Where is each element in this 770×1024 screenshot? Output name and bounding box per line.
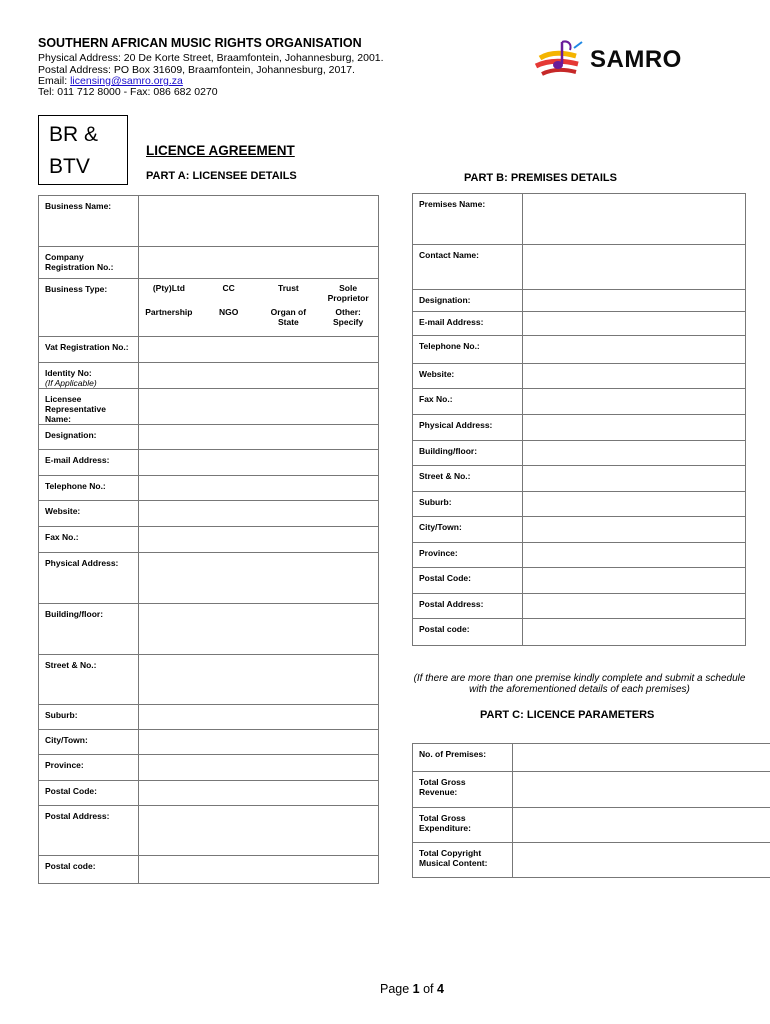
building-field[interactable] [139,604,379,655]
premises-postal-code2-field[interactable] [523,619,746,646]
label-street: Street & No.: [39,655,139,705]
premises-website-field[interactable] [523,364,746,389]
label-rep-name: Licensee Representative Name: [39,389,139,425]
page-current: 1 [412,982,420,996]
business-type-grid [139,279,378,333]
label-no-premises: No. of Premises: [413,744,513,772]
gross-expenditure-field[interactable] [513,808,770,843]
postal-code-field[interactable] [139,781,379,806]
identity-note: (If Applicable) [45,378,97,388]
label-premises-physical-address: Physical Address: [413,415,523,441]
label-premises-fax: Fax No.: [413,389,523,415]
identity-field[interactable] [139,363,379,389]
premises-designation-field[interactable] [523,290,746,312]
premises-name-field[interactable] [523,194,746,245]
label-premises-postal-code: Postal Code: [413,568,523,594]
part-a-table [38,195,379,884]
label-suburb: Suburb: [39,705,139,730]
label-business-name: Business Name: [39,196,139,247]
identity-label: Identity No: [45,368,92,378]
business-type-options [139,279,379,337]
form-code-line1: BR & [49,123,99,146]
label-fax: Fax No.: [39,527,139,553]
logo-text: SAMRO [590,46,682,73]
postal-address-field[interactable] [139,806,379,856]
premises-suburb-field[interactable] [523,492,746,517]
type-other-specify[interactable]: Other: Specify [333,307,364,327]
business-name-field[interactable] [139,196,379,247]
form-code-box [38,115,128,185]
musical-content-field[interactable] [513,843,770,878]
part-b-table [412,193,746,646]
label-business-type: Business Type: [39,279,139,337]
page-number [380,982,444,996]
form-code-line2: BTV [49,155,90,178]
samro-logo [532,34,712,86]
label-building: Building/floor: [39,604,139,655]
label-website: Website: [39,501,139,527]
label-company-reg: Company Registration No.: [39,247,139,279]
label-premises-email: E-mail Address: [413,312,523,336]
label-premises-postal-code2: Postal code: [413,619,523,646]
type-pty-ltd[interactable]: (Pty)Ltd [152,283,185,293]
premises-province-field[interactable] [523,543,746,568]
part-c-table [412,743,770,878]
label-identity [39,363,139,389]
premises-physical-address-field[interactable] [523,415,746,441]
suburb-field[interactable] [139,705,379,730]
page-prefix: Page [380,982,413,996]
premises-city-field[interactable] [523,517,746,543]
multiple-premises-note: (If there are more than one premise kindly complete and submit a schedule with the aforementioned details of each premises) [413,673,746,695]
email-field[interactable] [139,450,379,476]
label-physical-address: Physical Address: [39,553,139,604]
tel-fax: Tel: 011 712 8000 - Fax: 086 682 0270 [38,86,218,98]
premises-street-field[interactable] [523,466,746,492]
contact-name-field[interactable] [523,245,746,290]
type-cc[interactable]: CC [222,283,235,293]
street-field[interactable] [139,655,379,705]
type-sole-proprietor[interactable]: Sole Proprietor [327,283,369,303]
type-organ-of-state[interactable]: Organ of State [270,307,307,327]
label-postal-code2: Postal code: [39,856,139,884]
page-total: 4 [437,982,444,996]
label-gross-revenue: Total Gross Revenue: [413,772,513,808]
city-field[interactable] [139,730,379,755]
type-trust[interactable]: Trust [277,283,299,293]
type-partnership[interactable]: Partnership [145,307,193,317]
label-postal-code: Postal Code: [39,781,139,806]
premises-telephone-field[interactable] [523,336,746,364]
label-musical-content: Total Copyright Musical Content: [413,843,513,878]
email-link[interactable]: licensing@samro.org.za [70,75,183,87]
label-vat: Vat Registration No.: [39,337,139,363]
label-email: E-mail Address: [39,450,139,476]
org-name: SOUTHERN AFRICAN MUSIC RIGHTS ORGANISATION [38,36,362,50]
vat-field[interactable] [139,337,379,363]
part-c-heading: PART C: LICENCE PARAMETERS [480,709,655,721]
physical-address: Physical Address: 20 De Korte Street, Braamfontein, Johannesburg, 2001. [38,52,384,64]
label-province: Province: [39,755,139,781]
gross-revenue-field[interactable] [513,772,770,808]
label-premises-name: Premises Name: [413,194,523,245]
part-a-heading: PART A: LICENSEE DETAILS [146,170,297,182]
premises-postal-address-field[interactable] [523,594,746,619]
postal-address: Postal Address: PO Box 31609, Braamfontein, Johannesburg, 2017. [38,64,355,76]
page-of: of [419,982,437,996]
email-prefix: Email: [38,75,71,87]
label-premises-building: Building/floor: [413,441,523,466]
label-premises-website: Website: [413,364,523,389]
label-premises-city: City/Town: [413,517,523,543]
label-premises-designation: Designation: [413,290,523,312]
premises-postal-code-field[interactable] [523,568,746,594]
premises-fax-field[interactable] [523,389,746,415]
label-city: City/Town: [39,730,139,755]
label-telephone: Telephone No.: [39,476,139,501]
premises-building-field[interactable] [523,441,746,466]
label-premises-suburb: Suburb: [413,492,523,517]
page-title: LICENCE AGREEMENT [146,143,295,158]
music-note-logo-icon [532,34,592,86]
telephone-field[interactable] [139,476,379,501]
type-ngo[interactable]: NGO [218,307,239,317]
part-b-heading: PART B: PREMISES DETAILS [464,172,617,184]
label-premises-postal-address: Postal Address: [413,594,523,619]
no-premises-field[interactable] [513,744,770,772]
label-postal-address: Postal Address: [39,806,139,856]
label-premises-telephone: Telephone No.: [413,336,523,364]
website-field[interactable] [139,501,379,527]
premises-email-field[interactable] [523,312,746,336]
fax-field[interactable] [139,527,379,553]
label-gross-expenditure: Total Gross Expenditure: [413,808,513,843]
postal-code2-field[interactable] [139,856,379,884]
rep-name-field[interactable] [139,389,379,425]
designation-field[interactable] [139,425,379,450]
province-field[interactable] [139,755,379,781]
label-designation: Designation: [39,425,139,450]
physical-address-field[interactable] [139,553,379,604]
label-premises-street: Street & No.: [413,466,523,492]
company-reg-field[interactable] [139,247,379,279]
label-contact-name: Contact Name: [413,245,523,290]
label-premises-province: Province: [413,543,523,568]
